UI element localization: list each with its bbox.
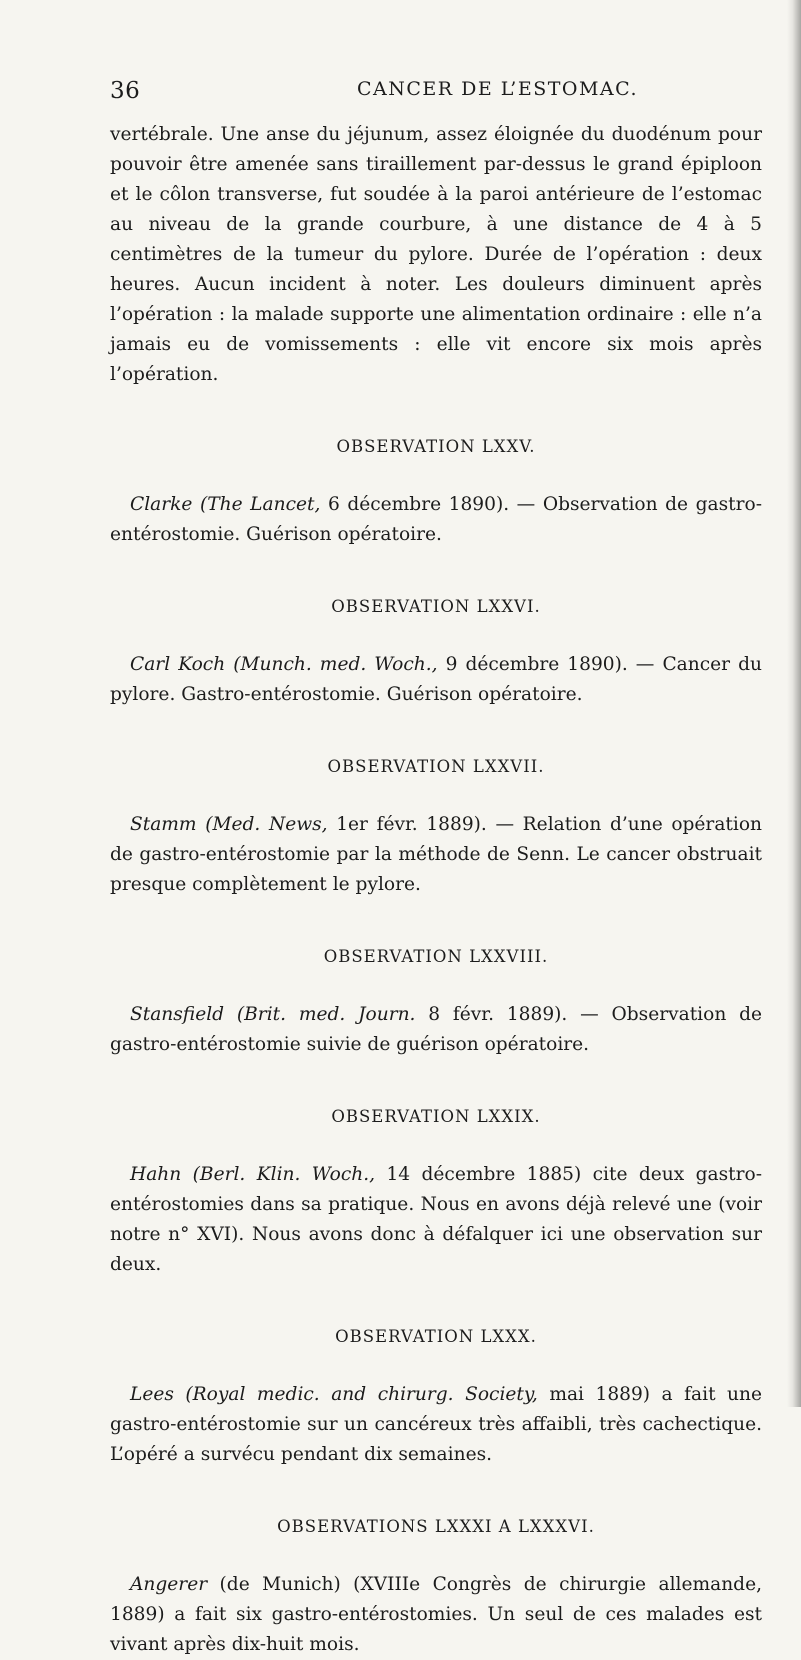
observation-body: (de Munich) (XVIIIe Congrès de chirurgie allemande, 1889) a fait six gastro-entérostomies. Un seul de ces malades est vivant après dix-huit mois. [110, 1574, 762, 1655]
observation-source: (Berl. Klin. Woch., [192, 1164, 376, 1185]
observation-heading: OBSERVATION LXXVIII. [323, 947, 549, 966]
observation-author: Hahn [130, 1164, 182, 1185]
observation-block [110, 942, 762, 1060]
intro-paragraph: vertébrale. Une anse du jéjunum, assez éloignée du duodénum pour pouvoir être amenée sans tiraillement par-dessus le grand épiploon et le côlon transverse, fut soudée à la paroi antérieure de l’estomac au niveau de la grande courbure, à une distance de 4 à 5 centimètres de la tumeur du pylore. Durée de l’opération : deux heures. Aucun incident à noter. Les douleurs diminuent après l’opération : la malade supporte une alimentation ordinaire : elle n’a jamais eu de vomissements : elle vit encore six mois après l’opération. [110, 124, 762, 385]
observation-author: Stansfield [130, 1004, 225, 1025]
observation-text [110, 810, 762, 900]
observation-block [110, 752, 762, 900]
observation-body: 6 décembre 1890). — Observation de gastro-entérostomie. Guérison opératoire. [110, 494, 762, 545]
observation-source: (Royal medic. and chirurg. Society, [185, 1384, 538, 1405]
observation-body: mai 1889) a fait une gastro-entérostomie sur un cancéreux très affaibli, très cachectique. L’opéré a survécu pendant dix semaines. [110, 1384, 762, 1465]
observation-heading: OBSERVATIONS LXXXI A LXXXVI. [277, 1517, 595, 1536]
observation-body: 14 décembre 1885) cite deux gastro-entérostomies dans sa pratique. Nous en avons déjà relevé une (voir notre n° XVI). Nous avons donc à défalquer ici une observation sur deux. [110, 1164, 762, 1275]
observation-author: Clarke [130, 494, 193, 515]
observation-text [110, 1000, 762, 1060]
observation-heading: OBSERVATION LXXV. [336, 437, 536, 456]
observation-source: (Munch. med. Woch., [233, 654, 438, 675]
page-number: 36 [110, 78, 141, 104]
observation-text [110, 490, 762, 550]
observation-text [110, 650, 762, 710]
observation-source: (Brit. med. Journ. [236, 1004, 416, 1025]
observation-heading: OBSERVATION LXXVII. [327, 757, 545, 776]
observation-block [110, 432, 762, 550]
observation-block [110, 1322, 762, 1470]
observation-text [110, 1380, 762, 1470]
observation-body: 9 décembre 1890). — Cancer du pylore. Gastro-entérostomie. Guérison opératoire. [110, 654, 762, 705]
observation-heading: OBSERVATION LXXVI. [331, 597, 541, 616]
page-header [110, 78, 765, 108]
running-title: CANCER DE L’ESTOMAC. [356, 78, 639, 100]
observation-heading: OBSERVATION LXXIX. [331, 1107, 541, 1126]
observation-author: Angerer [130, 1574, 208, 1595]
observation-text [110, 1570, 762, 1660]
observation-author: Lees [130, 1384, 174, 1405]
observation-text [110, 1160, 762, 1280]
observation-body: 1er févr. 1889). — Relation d’une opération de gastro-entérostomie par la méthode de Senn. Le cancer obstruait presque complètement le pylore. [110, 814, 762, 895]
observation-author: Stamm [130, 814, 197, 835]
observation-source: (Med. News, [205, 814, 328, 835]
observation-block [110, 1512, 762, 1660]
page-edge-shadow [787, 0, 801, 1407]
page-body [110, 120, 762, 1660]
observation-source: (The Lancet, [199, 494, 321, 515]
observation-heading: OBSERVATION LXXX. [335, 1327, 537, 1346]
observation-block [110, 592, 762, 710]
observation-block [110, 1102, 762, 1280]
observation-body: 8 févr. 1889). — Observation de gastro-entérostomie suivie de guérison opératoire. [110, 1004, 762, 1055]
observation-author: Carl Koch [130, 654, 226, 675]
